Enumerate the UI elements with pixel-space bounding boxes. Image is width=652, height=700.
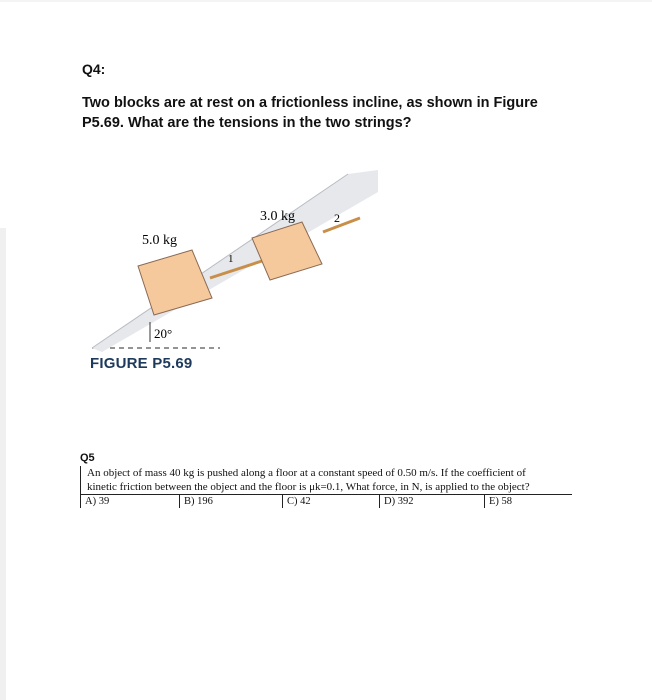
q4-question [82, 93, 562, 133]
q5-choices [80, 494, 572, 508]
q5-choice-d: D) 392 [379, 495, 484, 508]
block-5kg [138, 250, 212, 315]
q5-choice-e: E) 58 [484, 495, 559, 508]
page-top-edge [0, 0, 652, 2]
block-3kg [252, 222, 322, 280]
q5-question-box [80, 466, 572, 508]
figure-caption: FIGURE P5.69 [90, 355, 193, 372]
q5-question [80, 466, 572, 494]
q5-label: Q5 [80, 452, 95, 464]
string-2-label: 2 [334, 211, 340, 225]
block-3kg-label: 3.0 kg [260, 209, 295, 224]
q4-label: Q4: [82, 61, 106, 77]
angle-label: 20° [154, 326, 173, 341]
q5-choice-a: A) 39 [80, 495, 179, 508]
q4-question-line1: Two blocks are at rest on a frictionless incline, as shown in Figure [82, 95, 538, 111]
block-5kg-label: 5.0 kg [142, 233, 177, 248]
q5-choice-c: C) 42 [282, 495, 379, 508]
q5-question-line2: kinetic friction between the object and the floor is μk=0.1, What force, in N, is applied to the object? [87, 481, 530, 493]
q5-question-line1: An object of mass 40 kg is pushed along a floor at a constant speed of 0.50 m/s. If the coefficient of [87, 467, 526, 479]
string-1-label: 1 [228, 253, 234, 265]
page-left-edge [0, 228, 6, 700]
q4-question-line2: P5.69. What are the tensions in the two strings? [82, 115, 412, 131]
q5-choice-b: B) 196 [179, 495, 282, 508]
incline-figure [80, 160, 380, 360]
incline-surface [92, 170, 378, 352]
